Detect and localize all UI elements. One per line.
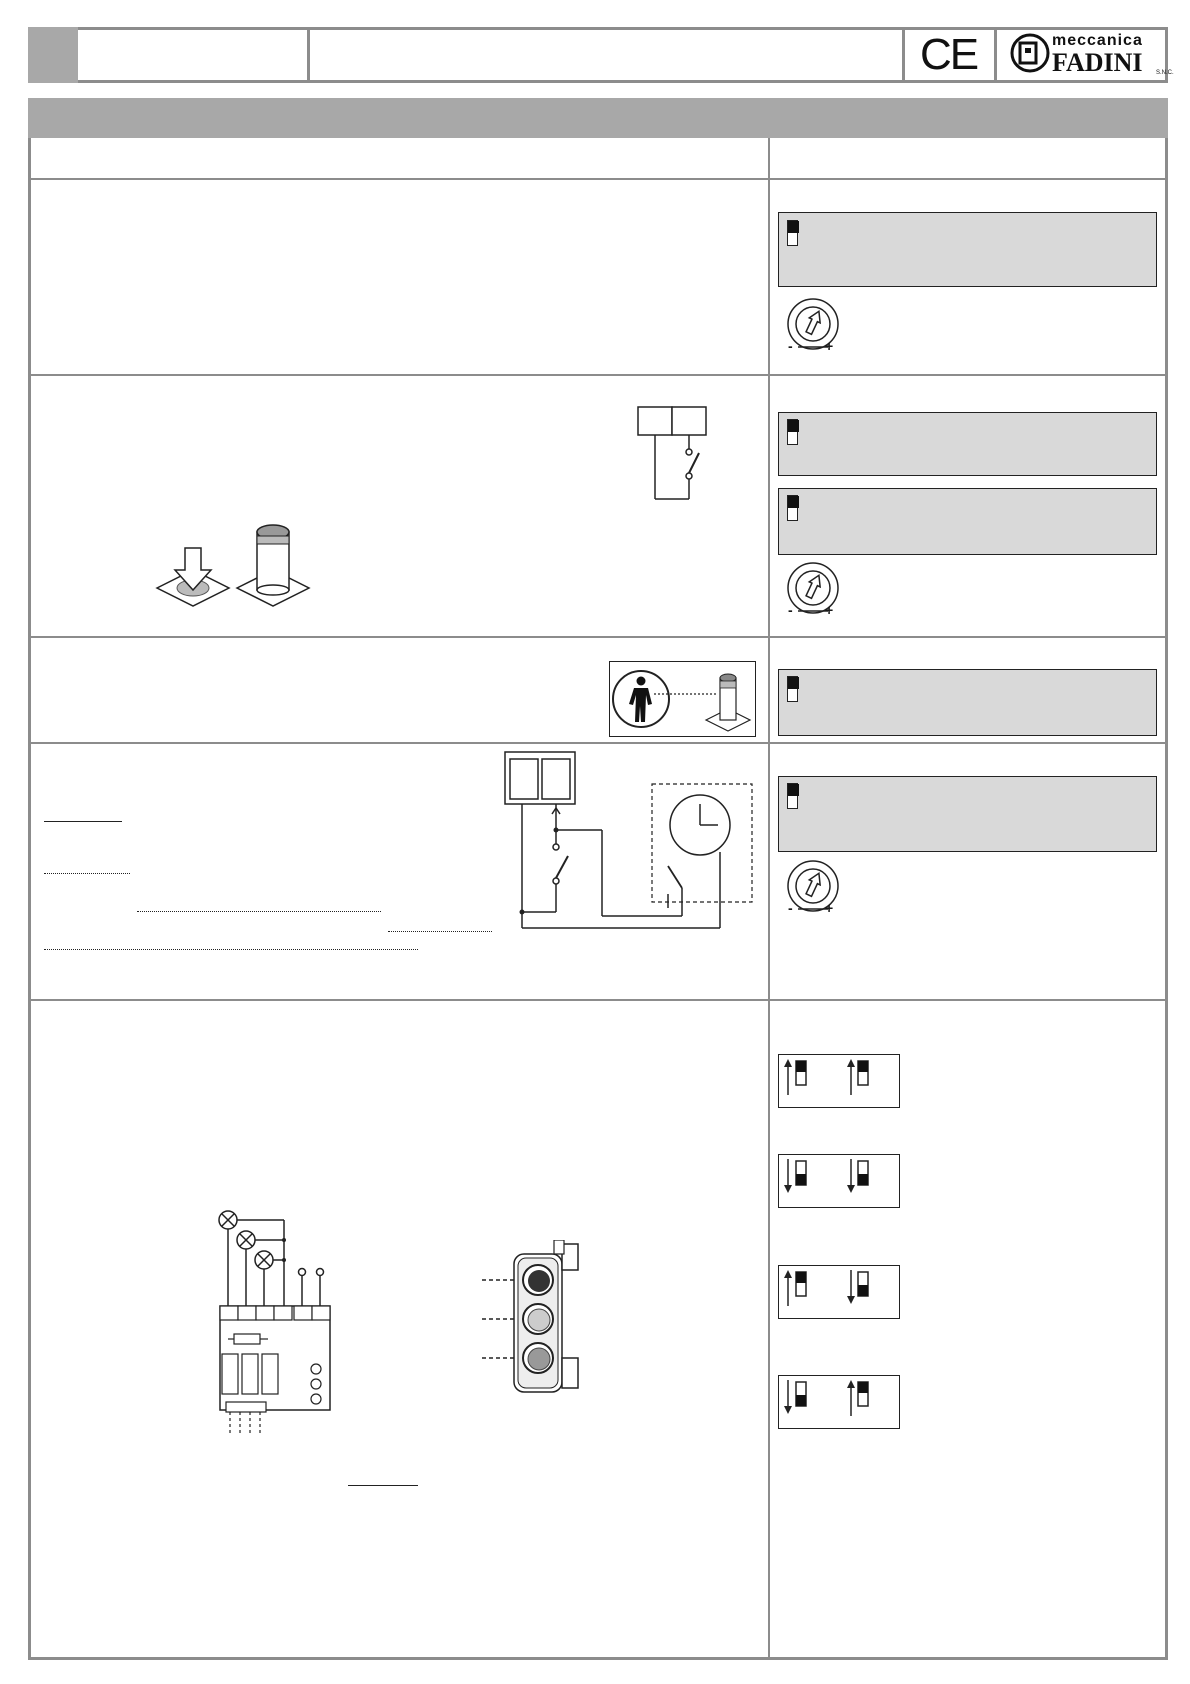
dip-setting-box — [778, 776, 1157, 852]
trimmer-control — [784, 860, 854, 920]
traffic-light — [480, 1240, 590, 1400]
dip-setting-box — [778, 488, 1157, 555]
bollard-illustration — [155, 520, 315, 612]
dip-switch — [787, 495, 798, 521]
column-divider — [768, 138, 770, 1660]
dip-switch — [787, 676, 798, 702]
row-divider — [28, 178, 1168, 180]
row-divider — [28, 999, 1168, 1001]
header-divider — [902, 27, 905, 83]
trimmer-plus: + — [825, 338, 834, 354]
row-divider — [28, 636, 1168, 638]
underline — [44, 821, 122, 822]
logo-text-bottom: FADINI — [1052, 48, 1143, 77]
trimmer-plus: + — [825, 900, 834, 916]
timer-clock-icon — [670, 795, 730, 855]
logo-suffix: S.N.C. — [1156, 70, 1174, 76]
trimmer-minus: - — [788, 338, 793, 354]
dip-switch — [787, 783, 798, 809]
control-board-schematic — [210, 1210, 340, 1450]
trimmer-potentiometer-icon — [784, 562, 854, 622]
dotted-line — [388, 931, 492, 932]
dip-setting-box — [778, 669, 1157, 736]
logo-emblem-icon — [1010, 33, 1054, 77]
dip-switch — [787, 419, 798, 445]
trimmer-potentiometer-icon — [784, 860, 854, 920]
bollard-icon — [706, 674, 750, 731]
dotted-line — [44, 949, 418, 950]
header-grey-block — [28, 27, 78, 83]
row-divider — [28, 742, 1168, 744]
logo-text-top: meccanica — [1052, 32, 1143, 49]
trimmer-potentiometer-icon — [784, 298, 854, 358]
timer-schematic — [502, 748, 758, 944]
underline — [348, 1485, 418, 1486]
trimmer-minus: - — [788, 900, 793, 916]
ce-mark: CE — [920, 30, 978, 79]
fadini-logo — [1010, 30, 1174, 80]
dip-combo-box — [778, 1054, 900, 1108]
header-divider — [307, 27, 310, 83]
pedestrian-warning-box — [609, 661, 756, 737]
dotted-line — [137, 911, 381, 912]
dip-setting-box — [778, 412, 1157, 476]
row-divider — [28, 374, 1168, 376]
dip-setting-box — [778, 212, 1157, 287]
dip-switch — [787, 220, 798, 246]
header-bar — [28, 27, 1168, 83]
header-divider — [994, 27, 997, 83]
trimmer-minus: - — [788, 602, 793, 618]
dip-combo-box — [778, 1154, 900, 1208]
dotted-line — [44, 873, 130, 874]
trimmer-control — [784, 562, 854, 622]
dip-combo-box — [778, 1265, 900, 1319]
trimmer-control — [784, 298, 854, 358]
section-title-bar — [28, 98, 1168, 138]
dip-combo-box — [778, 1375, 900, 1429]
traffic-light-icon — [480, 1240, 590, 1400]
contact-schematic — [636, 405, 716, 505]
trimmer-plus: + — [825, 602, 834, 618]
